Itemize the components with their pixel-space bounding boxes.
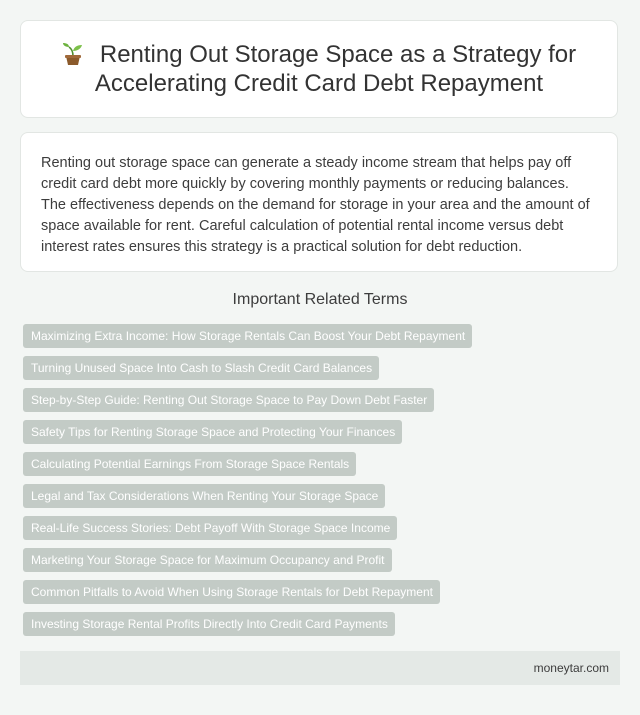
page-title-wrapper (21, 40, 617, 98)
related-term-link[interactable]: Common Pitfalls to Avoid When Using Storage Rentals for Debt Repayment (23, 580, 440, 604)
related-term-link[interactable]: Calculating Potential Earnings From Storage Space Rentals (23, 452, 356, 476)
related-terms-list (23, 324, 623, 644)
related-term-link[interactable]: Turning Unused Space Into Cash to Slash Credit Card Balances (23, 356, 379, 380)
related-term-link[interactable]: Step-by-Step Guide: Renting Out Storage Space to Pay Down Debt Faster (23, 388, 434, 412)
related-terms-heading: Important Related Terms (232, 291, 408, 308)
related-term-link[interactable]: Marketing Your Storage Space for Maximum Occupancy and Profit (23, 548, 392, 572)
footer-bar (20, 651, 620, 685)
intro-text: Renting out storage space can generate a steady income stream that helps pay off credit card debt more quickly by covering monthly payments or reducing balances. The effectiveness depends on the demand for storage in your area and the amount of space available for rent. Careful calculation of potential rental income versus debt interest rates ensures this strategy is a practical solution for debt reduction. (41, 155, 590, 255)
sprout-icon (62, 42, 84, 66)
footer-site-name: moneytar.com (533, 661, 609, 675)
page-title: Renting Out Storage Space as a Strategy for Accelerating Credit Card Debt Repayment (94, 41, 577, 97)
related-term-link[interactable]: Maximizing Extra Income: How Storage Rentals Can Boost Your Debt Repayment (23, 324, 472, 348)
related-term-link[interactable]: Legal and Tax Considerations When Renting Your Storage Space (23, 484, 385, 508)
related-term-link[interactable]: Safety Tips for Renting Storage Space and Protecting Your Finances (23, 420, 402, 444)
related-term-link[interactable]: Investing Storage Rental Profits Directly Into Credit Card Payments (23, 612, 395, 636)
title-card (20, 20, 618, 118)
intro-card (20, 132, 618, 272)
related-term-link[interactable]: Real-Life Success Stories: Debt Payoff With Storage Space Income (23, 516, 397, 540)
